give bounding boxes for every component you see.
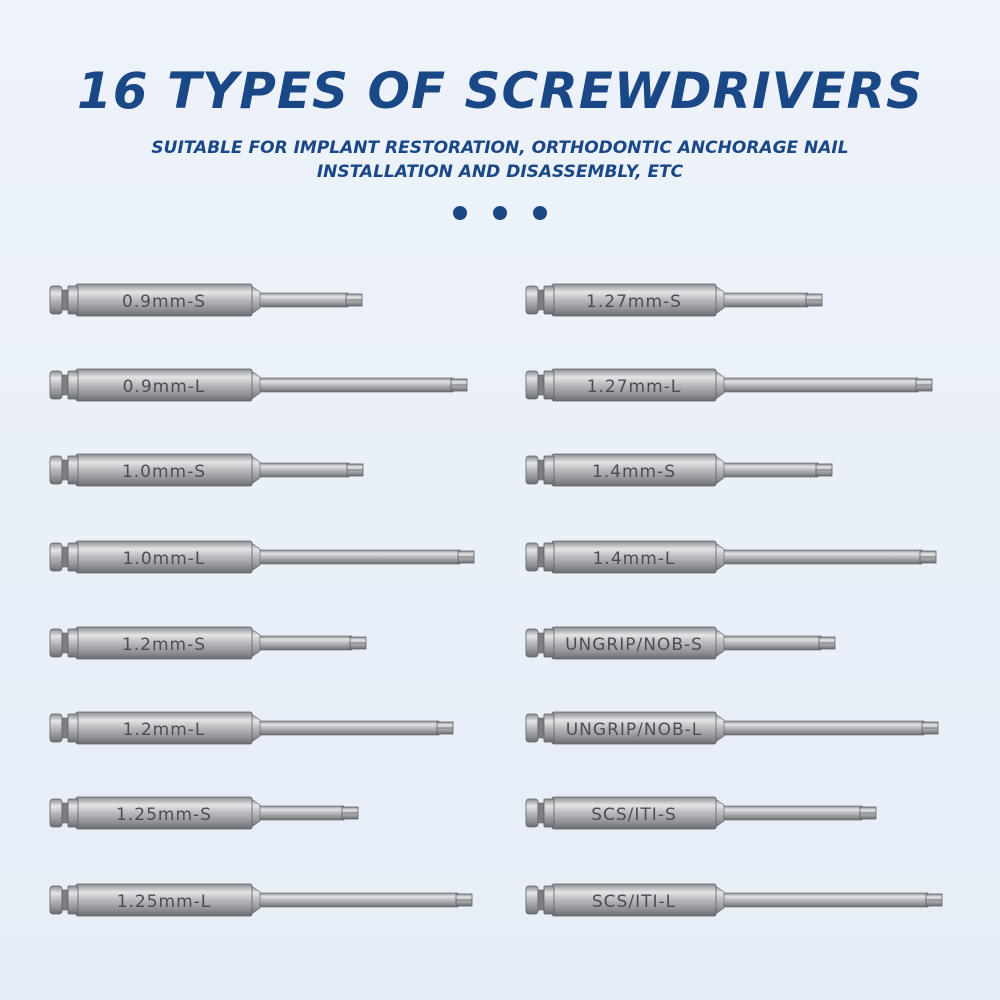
screwdriver-item: [0, 450, 1000, 490]
screwdriver-item: [0, 708, 1000, 748]
screwdriver-item: [0, 280, 1000, 320]
screwdriver-label: SCS/ITI-L: [591, 892, 677, 912]
dot-icon: [533, 206, 547, 220]
screwdriver-item: [0, 793, 1000, 833]
screwdriver-label: SCS/ITI-S: [591, 805, 677, 825]
subtitle-line-1: SUITABLE FOR IMPLANT RESTORATION, ORTHODONTIC ANCHORAGE NAIL: [151, 138, 849, 158]
screwdriver-label: 0.9mm-S: [121, 292, 207, 312]
screwdriver-label: UNGRIP/NOB-L: [565, 720, 703, 740]
screwdriver-label: 1.25mm-L: [116, 892, 212, 912]
screwdriver-label: 1.2mm-L: [122, 720, 206, 740]
screwdriver-image: [0, 708, 1000, 748]
screwdriver-item: [0, 537, 1000, 577]
dot-icon: [493, 206, 507, 220]
screwdriver-image: [0, 280, 1000, 320]
screwdriver-label: 0.9mm-L: [122, 377, 206, 397]
screwdriver-label: 1.2mm-S: [121, 635, 207, 655]
screwdriver-label: UNGRIP/NOB-S: [565, 635, 703, 655]
screwdriver-label: 1.0mm-S: [121, 462, 207, 482]
screwdriver-label: 1.4mm-L: [592, 549, 676, 569]
screwdriver-image: [0, 623, 1000, 663]
screwdriver-image: [0, 365, 1000, 405]
screwdriver-item: [0, 880, 1000, 920]
dot-icon: [453, 206, 467, 220]
screwdriver-item: [0, 365, 1000, 405]
screwdriver-label: 1.27mm-S: [586, 292, 682, 312]
subtitle-line-2: INSTALLATION AND DISASSEMBLY, ETC: [316, 162, 684, 182]
screwdriver-item: [0, 623, 1000, 663]
page-subtitle: [130, 136, 870, 184]
screwdriver-image: [0, 880, 1000, 920]
screwdriver-label: 1.25mm-S: [116, 805, 212, 825]
screwdriver-label: 1.4mm-S: [591, 462, 677, 482]
screwdriver-label: 1.0mm-L: [122, 549, 206, 569]
screwdriver-label: 1.27mm-L: [586, 377, 682, 397]
page-title: 16 TYPES OF SCREWDRIVERS: [76, 62, 924, 120]
screwdriver-image: [0, 450, 1000, 490]
screwdriver-image: [0, 537, 1000, 577]
decorative-dots: [0, 206, 1000, 222]
screwdriver-image: [0, 793, 1000, 833]
